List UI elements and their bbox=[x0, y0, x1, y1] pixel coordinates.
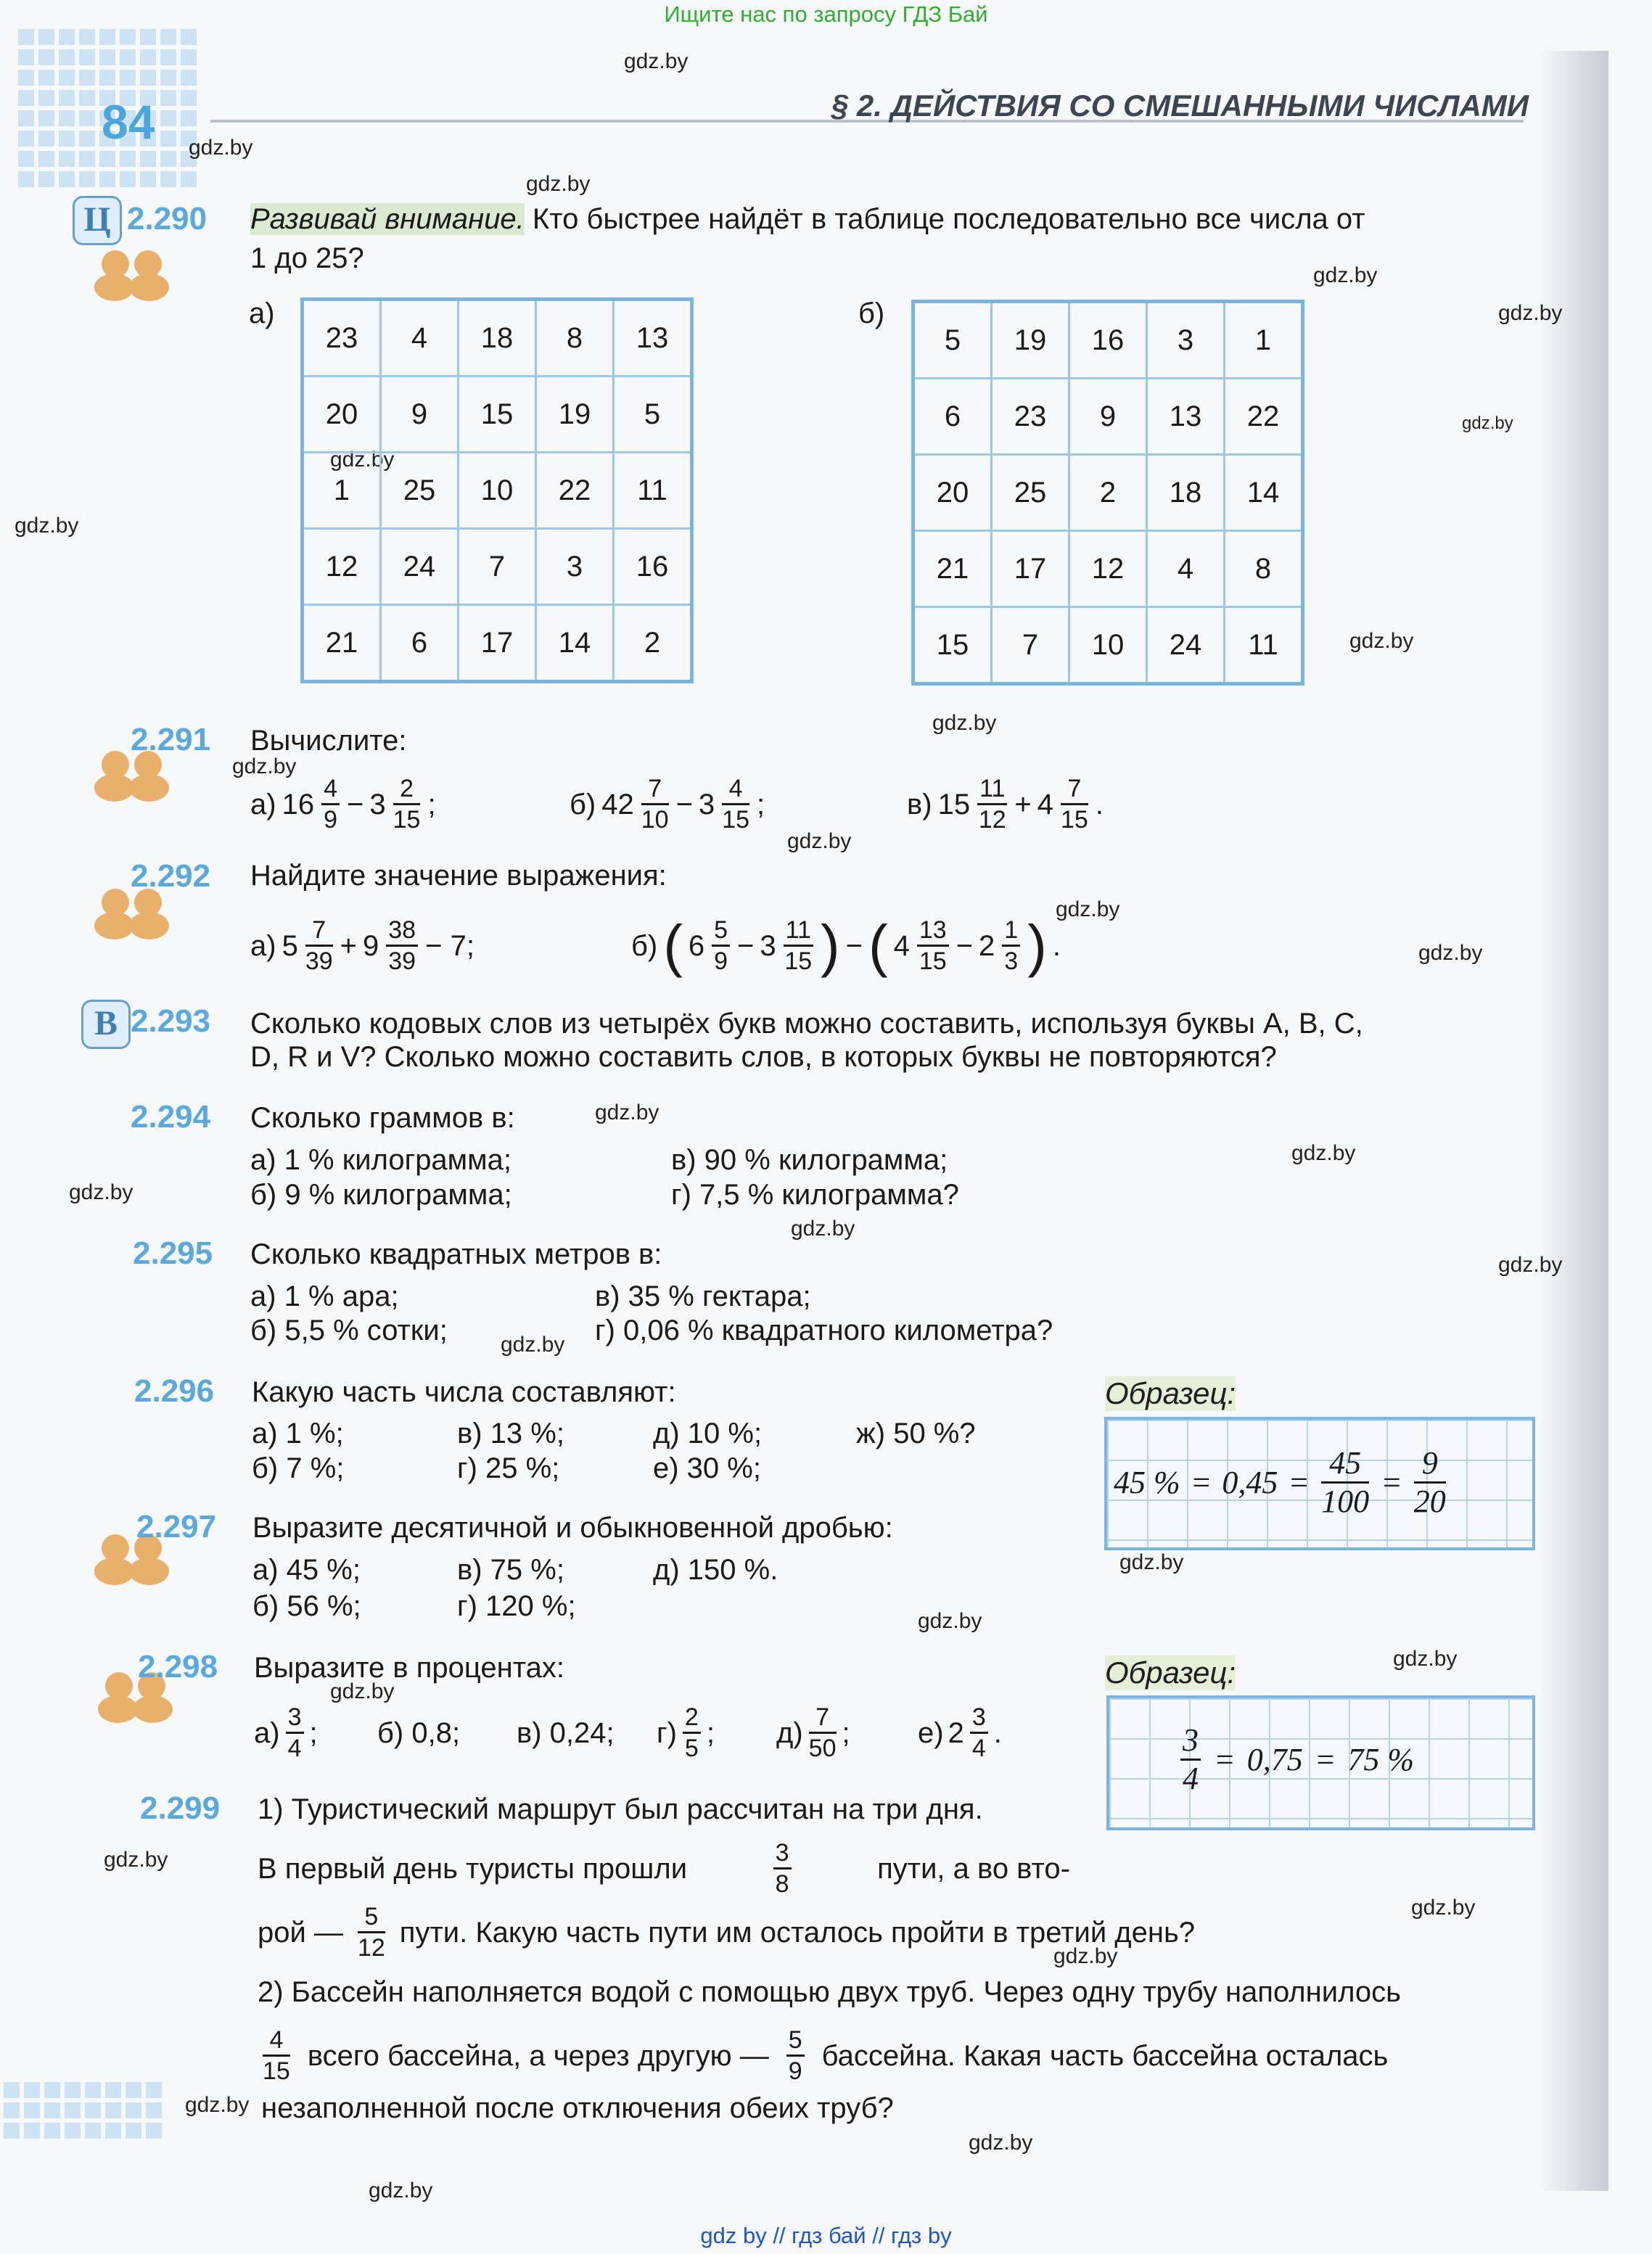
table-cell: 12 bbox=[1069, 531, 1147, 607]
punctuation: ; bbox=[309, 1716, 318, 1749]
whole-part: 15 bbox=[937, 788, 971, 820]
watermark: gdz.by bbox=[1462, 414, 1513, 433]
watermark: gdz.by bbox=[787, 829, 852, 853]
punctuation: . bbox=[1052, 929, 1061, 962]
task-number: 2.292 bbox=[131, 858, 211, 894]
numerator: 5 bbox=[786, 2028, 805, 2057]
option: б) 7 %; bbox=[252, 1452, 345, 1484]
task-text-line: 2) Бассейн наполняется водой с помощью двух труб. Через одну трубу наполнилось bbox=[258, 1976, 1401, 2008]
table-cell: 15 bbox=[913, 607, 992, 684]
task-text-line: 1) Туристический маршрут был рассчитан на три дня. bbox=[258, 1793, 983, 1825]
numerator: 3 bbox=[970, 1705, 988, 1734]
watermark: gdz.by bbox=[918, 1609, 982, 1633]
option-d bbox=[776, 1705, 850, 1761]
task-number: 2.291 bbox=[131, 722, 211, 757]
table-cell: 9 bbox=[1069, 379, 1147, 455]
whole-part: 4 bbox=[893, 929, 910, 962]
option-e bbox=[918, 1705, 1002, 1761]
task-text-line: незаполненной после отключения обеих труб? bbox=[261, 2092, 894, 2124]
corner-decoration-bottom bbox=[4, 2082, 162, 2139]
table-row bbox=[303, 453, 692, 529]
numerator: 7 bbox=[809, 1705, 837, 1734]
decimal-value: 0,75 bbox=[1246, 1742, 1303, 1777]
option-label-a: а) bbox=[249, 297, 275, 329]
expression-c bbox=[907, 776, 1104, 832]
table-cell: 16 bbox=[1069, 302, 1147, 379]
whole-part: 3 bbox=[369, 788, 386, 820]
table-cell: 21 bbox=[303, 605, 381, 682]
option: в) 75 %; bbox=[457, 1554, 564, 1586]
numerator: 2 bbox=[683, 1705, 701, 1734]
watermark: gdz.by bbox=[1498, 1253, 1563, 1277]
watermark: gdz.by bbox=[1053, 1944, 1118, 1968]
denominator: 4 bbox=[287, 1735, 302, 1762]
task-text-line1: Сколько кодовых слов из четырёх букв можно составить, используя буквы A, B, C, bbox=[250, 1008, 1363, 1040]
numerator: 3 bbox=[1180, 1724, 1201, 1761]
table-cell: 11 bbox=[614, 453, 692, 529]
task-text bbox=[250, 202, 1534, 236]
option: г) 120 %; bbox=[457, 1590, 576, 1622]
expression-a bbox=[250, 776, 436, 832]
denominator: 15 bbox=[919, 947, 947, 975]
watermark: gdz.by bbox=[330, 1679, 395, 1703]
watermark: gdz.by bbox=[1418, 941, 1483, 965]
table-cell: 25 bbox=[381, 453, 459, 529]
top-banner[interactable]: Ищите нас по запросу ГДЗ Бай bbox=[664, 1, 988, 27]
table-cell: 10 bbox=[1069, 607, 1147, 684]
watermark: gdz.by bbox=[185, 2093, 250, 2117]
text-fragment: рой — bbox=[258, 1916, 343, 1949]
table-cell: 1 bbox=[1225, 302, 1303, 379]
option-label: б) bbox=[631, 929, 658, 962]
fraction bbox=[321, 776, 340, 832]
table-cell: 3 bbox=[536, 529, 614, 605]
whole-part: 6 bbox=[688, 929, 705, 962]
table-cell: 19 bbox=[992, 302, 1069, 379]
option: б) 56 %; bbox=[252, 1590, 361, 1622]
denominator: 8 bbox=[775, 1870, 789, 1898]
table-cell: 16 bbox=[614, 529, 692, 605]
table-row bbox=[913, 379, 1303, 455]
watermark: gdz.by bbox=[1119, 1550, 1184, 1574]
task-text-line1: Кто быстрее найдёт в таблице последовательно все числа от bbox=[532, 203, 1365, 235]
watermark: gdz.by bbox=[330, 448, 395, 472]
numerator: 9 bbox=[1414, 1447, 1446, 1484]
task-number: 2.299 bbox=[140, 1790, 221, 1826]
watermark: gdz.by bbox=[1393, 1647, 1458, 1671]
punctuation: ; bbox=[706, 1716, 715, 1749]
fraction bbox=[305, 918, 333, 974]
fraction bbox=[784, 918, 813, 974]
option-d: г) 7,5 % килограмма? bbox=[671, 1179, 959, 1211]
table-cell: 17 bbox=[992, 531, 1069, 607]
page-spine-shadow bbox=[1540, 51, 1608, 2191]
task-number: 2.294 bbox=[131, 1099, 211, 1135]
denominator: 39 bbox=[305, 947, 333, 975]
option-label: а) bbox=[250, 929, 276, 962]
table-cell: 18 bbox=[459, 300, 536, 377]
fraction bbox=[386, 918, 418, 974]
numerator: 38 bbox=[386, 918, 418, 947]
fraction bbox=[722, 776, 749, 832]
whole-part: 3 bbox=[698, 788, 715, 820]
numerator: 13 bbox=[917, 918, 949, 947]
task-number: 2.297 bbox=[136, 1509, 217, 1545]
equals-sign: = bbox=[1288, 1465, 1310, 1500]
table-row bbox=[303, 377, 692, 453]
denominator: 15 bbox=[1060, 806, 1088, 834]
fraction bbox=[712, 918, 730, 974]
whole-part: 16 bbox=[282, 788, 315, 820]
task-number: 2.293 bbox=[131, 1003, 211, 1039]
numerator: 45 bbox=[1321, 1447, 1369, 1484]
pair-work-icon bbox=[94, 889, 174, 939]
table-cell: 3 bbox=[1147, 302, 1225, 379]
denominator: 5 bbox=[684, 1735, 699, 1762]
option: а) 1 %; bbox=[252, 1418, 344, 1449]
option-a bbox=[254, 1705, 318, 1761]
numerator: 2 bbox=[393, 776, 421, 805]
equals-sign: = bbox=[1314, 1742, 1336, 1777]
option-label: в) bbox=[907, 788, 932, 820]
table-cell: 22 bbox=[536, 453, 614, 529]
option: д) 150 %. bbox=[653, 1554, 778, 1586]
task-text-line2: 1 до 25? bbox=[250, 242, 364, 274]
option-a: а) 1 % килограмма; bbox=[250, 1144, 512, 1176]
task-text: Найдите значение выражения: bbox=[250, 860, 667, 892]
denominator: 39 bbox=[388, 947, 416, 975]
table-cell: 5 bbox=[913, 302, 992, 379]
option: д) 10 %; bbox=[653, 1418, 763, 1449]
task-highlight: Развивай внимание. bbox=[250, 203, 525, 235]
option-c: в) 35 % гектара; bbox=[595, 1280, 811, 1312]
fraction bbox=[263, 2028, 290, 2084]
task-text: Вычислите: bbox=[250, 725, 407, 757]
watermark: gdz.by bbox=[1498, 301, 1563, 325]
task-number: 2.296 bbox=[134, 1373, 215, 1409]
numerator: 4 bbox=[321, 776, 340, 805]
numerator: 5 bbox=[358, 1904, 385, 1933]
table-row bbox=[913, 531, 1303, 607]
text-fragment: бассейна. Какая часть бассейна осталась bbox=[821, 2039, 1389, 2072]
text-fragment: В первый день туристы прошли bbox=[258, 1852, 688, 1885]
fraction bbox=[1321, 1447, 1369, 1518]
watermark: gdz.by bbox=[791, 1217, 855, 1241]
operator: − bbox=[347, 788, 364, 820]
option-c: в) 90 % килограмма; bbox=[671, 1144, 948, 1176]
watermark: gdz.by bbox=[189, 136, 253, 160]
option: ж) 50 %? bbox=[856, 1418, 976, 1449]
equals-sign: = bbox=[1214, 1742, 1236, 1777]
level-badge-c: Ц bbox=[73, 196, 122, 245]
denominator: 10 bbox=[641, 806, 669, 834]
option-label: б) bbox=[570, 788, 596, 820]
watermark: gdz.by bbox=[104, 1848, 168, 1872]
task-text: Сколько граммов в: bbox=[250, 1102, 515, 1134]
whole-part: 2 bbox=[979, 929, 995, 962]
numerator: 7 bbox=[641, 776, 669, 805]
table-cell: 10 bbox=[459, 453, 536, 529]
table-row bbox=[303, 300, 692, 377]
watermark: gdz.by bbox=[595, 1101, 659, 1124]
table-cell: 23 bbox=[303, 300, 381, 377]
fraction bbox=[286, 1705, 304, 1761]
task-number: 2.298 bbox=[138, 1649, 218, 1685]
fraction bbox=[970, 1705, 988, 1761]
number-table-a bbox=[300, 297, 694, 683]
sample-expression bbox=[1179, 1724, 1414, 1795]
task-text: Сколько квадратных метров в: bbox=[250, 1238, 662, 1270]
table-cell: 21 bbox=[913, 531, 992, 607]
numerator: 3 bbox=[286, 1705, 304, 1734]
percent-value: 75 % bbox=[1347, 1742, 1415, 1777]
expression-b bbox=[570, 776, 765, 832]
watermark: gdz.by bbox=[969, 2131, 1033, 2155]
task-text: Выразите в процентах: bbox=[254, 1652, 564, 1684]
table-cell: 4 bbox=[381, 300, 459, 377]
watermark: gdz.by bbox=[15, 514, 79, 538]
task-text-line bbox=[258, 1840, 1070, 1896]
task-text-line bbox=[258, 1904, 1195, 1960]
denominator: 3 bbox=[1004, 947, 1019, 975]
whole-part: 4 bbox=[1037, 788, 1053, 820]
watermark: gdz.by bbox=[1349, 629, 1414, 653]
option: а) 45 %; bbox=[252, 1554, 361, 1586]
option-c: в) 0,24; bbox=[517, 1717, 615, 1749]
percent-value: 45 % bbox=[1114, 1465, 1180, 1500]
option-a: а) 1 % ара; bbox=[250, 1280, 399, 1312]
denominator: 4 bbox=[1183, 1761, 1199, 1796]
fraction bbox=[641, 776, 669, 832]
table-cell: 24 bbox=[1147, 607, 1225, 684]
numerator: 3 bbox=[773, 1840, 792, 1870]
table-cell: 20 bbox=[303, 377, 381, 453]
table-cell: 13 bbox=[1147, 379, 1225, 455]
denominator: 20 bbox=[1413, 1484, 1446, 1519]
watermark: gdz.by bbox=[232, 754, 297, 778]
table-cell: 8 bbox=[1225, 531, 1303, 607]
denominator: 15 bbox=[722, 806, 749, 834]
punctuation: . bbox=[993, 1716, 1002, 1749]
option-label: д) bbox=[776, 1716, 803, 1749]
page-number: 84 bbox=[102, 95, 155, 149]
option-label: а) bbox=[254, 1716, 280, 1749]
right-paren-icon: ) bbox=[1027, 913, 1047, 978]
option-b: б) 0,8; bbox=[377, 1717, 461, 1749]
denominator: 15 bbox=[393, 806, 421, 834]
watermark: gdz.by bbox=[69, 1180, 133, 1204]
level-badge-v: В bbox=[81, 1000, 131, 1049]
fraction bbox=[1061, 776, 1088, 832]
table-cell: 9 bbox=[381, 377, 459, 453]
numerator: 4 bbox=[722, 776, 749, 805]
denominator: 9 bbox=[324, 806, 337, 834]
watermark: gdz.by bbox=[932, 711, 997, 735]
text-fragment: всего бассейна, а через другую — bbox=[307, 2039, 769, 2072]
section-title: § 2. ДЕЙСТВИЯ СО СМЕШАННЫМИ ЧИСЛАМИ bbox=[831, 89, 1529, 123]
table-cell: 13 bbox=[614, 300, 692, 377]
numerator: 11 bbox=[977, 776, 1007, 805]
operator: + bbox=[1014, 788, 1032, 820]
table-cell: 15 bbox=[459, 377, 536, 453]
table-cell: 5 bbox=[614, 377, 692, 453]
operator: − bbox=[956, 929, 974, 962]
denominator: 9 bbox=[788, 2057, 802, 2085]
text-fragment: пути, а во вто- bbox=[877, 1852, 1070, 1885]
whole-part: 3 bbox=[760, 929, 776, 962]
table-cell: 8 bbox=[536, 300, 614, 377]
fraction bbox=[977, 776, 1007, 832]
left-paren-icon: ( bbox=[868, 913, 888, 978]
numerator: 7 bbox=[305, 918, 333, 947]
watermark: gdz.by bbox=[1291, 1141, 1356, 1165]
expression-tail: − 7; bbox=[425, 929, 474, 962]
denominator: 12 bbox=[357, 1934, 385, 1962]
watermark: gdz.by bbox=[1411, 1896, 1476, 1920]
option-label: а) bbox=[250, 788, 276, 820]
table-cell: 11 bbox=[1225, 607, 1303, 684]
table-cell: 7 bbox=[992, 607, 1069, 684]
operator: − bbox=[845, 929, 863, 962]
text-fragment: пути. Какую часть пути им осталось пройти в третий день? bbox=[399, 1916, 1196, 1949]
watermark: gdz.by bbox=[501, 1333, 565, 1357]
table-cell: 18 bbox=[1147, 455, 1225, 531]
fraction bbox=[786, 2028, 805, 2084]
sample-label: Образец: bbox=[1105, 1655, 1236, 1690]
decimal-value: 0,45 bbox=[1222, 1465, 1278, 1500]
punctuation: ; bbox=[427, 788, 436, 820]
task-text-line2: D, R и V? Сколько можно составить слов, в которых буквы не повторяются? bbox=[250, 1041, 1277, 1073]
option-d: г) 0,06 % квадратного километра? bbox=[595, 1315, 1053, 1346]
option-b: б) 5,5 % сотки; bbox=[250, 1315, 448, 1346]
denominator: 50 bbox=[808, 1735, 837, 1762]
fraction bbox=[683, 1705, 701, 1761]
pair-work-icon bbox=[94, 250, 174, 301]
watermark: gdz.by bbox=[369, 2179, 433, 2202]
whole-part: 2 bbox=[948, 1716, 964, 1749]
whole-part: 5 bbox=[282, 929, 298, 962]
whole-part: 42 bbox=[601, 788, 634, 820]
sample-label: Образец: bbox=[1105, 1376, 1236, 1410]
denominator: 9 bbox=[714, 947, 728, 975]
equals-sign: = bbox=[1381, 1465, 1402, 1500]
operator: − bbox=[675, 788, 693, 820]
denominator: 4 bbox=[971, 1735, 986, 1762]
table-cell: 6 bbox=[381, 605, 459, 682]
pair-work-icon bbox=[94, 751, 174, 802]
table-cell: 12 bbox=[303, 529, 381, 605]
bottom-banner[interactable]: gdz by // гдз бай // гдз by bbox=[700, 2223, 952, 2248]
option: в) 13 %; bbox=[457, 1418, 564, 1449]
fraction bbox=[358, 1904, 385, 1960]
table-cell: 19 bbox=[536, 377, 614, 453]
left-paren-icon: ( bbox=[663, 913, 683, 978]
task-number: 2.295 bbox=[133, 1235, 213, 1271]
table-cell: 6 bbox=[913, 379, 992, 455]
task-number: 2.290 bbox=[127, 201, 207, 236]
right-paren-icon: ) bbox=[820, 913, 840, 978]
option-label-b: б) bbox=[858, 297, 885, 329]
numerator: 1 bbox=[1002, 918, 1020, 947]
operator: + bbox=[340, 929, 358, 962]
watermark: gdz.by bbox=[526, 172, 591, 196]
fraction bbox=[1002, 918, 1020, 974]
table-cell: 1 bbox=[303, 453, 381, 529]
fraction bbox=[1180, 1724, 1201, 1795]
table-cell: 24 bbox=[381, 529, 459, 605]
number-table-b bbox=[911, 300, 1304, 686]
table-row bbox=[913, 302, 1303, 379]
table-row bbox=[303, 605, 692, 682]
whole-part: 9 bbox=[363, 929, 379, 962]
operator: − bbox=[737, 929, 755, 962]
sample-expression bbox=[1114, 1447, 1447, 1518]
fraction bbox=[393, 776, 421, 832]
table-cell: 7 bbox=[459, 529, 536, 605]
equals-sign: = bbox=[1190, 1465, 1212, 1500]
expression-b bbox=[631, 913, 1061, 978]
fraction bbox=[917, 918, 949, 974]
fraction bbox=[1414, 1447, 1446, 1518]
denominator: 15 bbox=[784, 947, 813, 975]
numerator: 11 bbox=[784, 918, 813, 947]
numerator: 4 bbox=[263, 2028, 290, 2057]
table-cell: 2 bbox=[1069, 455, 1147, 531]
option-label: г) bbox=[657, 1716, 677, 1749]
option-g bbox=[657, 1705, 715, 1761]
denominator: 12 bbox=[978, 806, 1006, 834]
table-cell: 14 bbox=[536, 605, 614, 682]
watermark: gdz.by bbox=[1313, 263, 1378, 287]
option: г) 25 %; bbox=[457, 1452, 560, 1484]
option-label: е) bbox=[918, 1716, 944, 1749]
table-cell: 2 bbox=[614, 605, 692, 682]
option: е) 30 %; bbox=[653, 1452, 761, 1484]
table-cell: 23 bbox=[992, 379, 1069, 455]
numerator: 5 bbox=[712, 918, 730, 947]
table-cell: 20 bbox=[913, 455, 992, 531]
watermark: gdz.by bbox=[624, 49, 689, 73]
option-b: б) 9 % килограмма; bbox=[250, 1179, 512, 1211]
fraction bbox=[773, 1840, 792, 1896]
denominator: 15 bbox=[263, 2057, 290, 2085]
punctuation: ; bbox=[757, 788, 765, 820]
task-text: Выразите десятичной и обыкновенной дробью: bbox=[252, 1512, 893, 1544]
table-cell: 4 bbox=[1147, 531, 1225, 607]
expression-a bbox=[250, 918, 474, 974]
fraction bbox=[809, 1705, 837, 1761]
table-row bbox=[303, 529, 692, 605]
denominator: 100 bbox=[1321, 1484, 1370, 1519]
table-cell: 14 bbox=[1225, 455, 1303, 531]
task-text-line bbox=[261, 2028, 1388, 2084]
punctuation: ; bbox=[842, 1716, 850, 1749]
numerator: 7 bbox=[1061, 776, 1088, 805]
punctuation: . bbox=[1095, 788, 1104, 820]
task-text: Какую часть числа составляют: bbox=[252, 1376, 676, 1408]
table-cell: 22 bbox=[1225, 379, 1303, 455]
table-row bbox=[913, 455, 1303, 531]
table-cell: 25 bbox=[992, 455, 1069, 531]
watermark: gdz.by bbox=[1056, 897, 1120, 921]
table-cell: 17 bbox=[459, 605, 536, 682]
table-row bbox=[913, 607, 1303, 684]
